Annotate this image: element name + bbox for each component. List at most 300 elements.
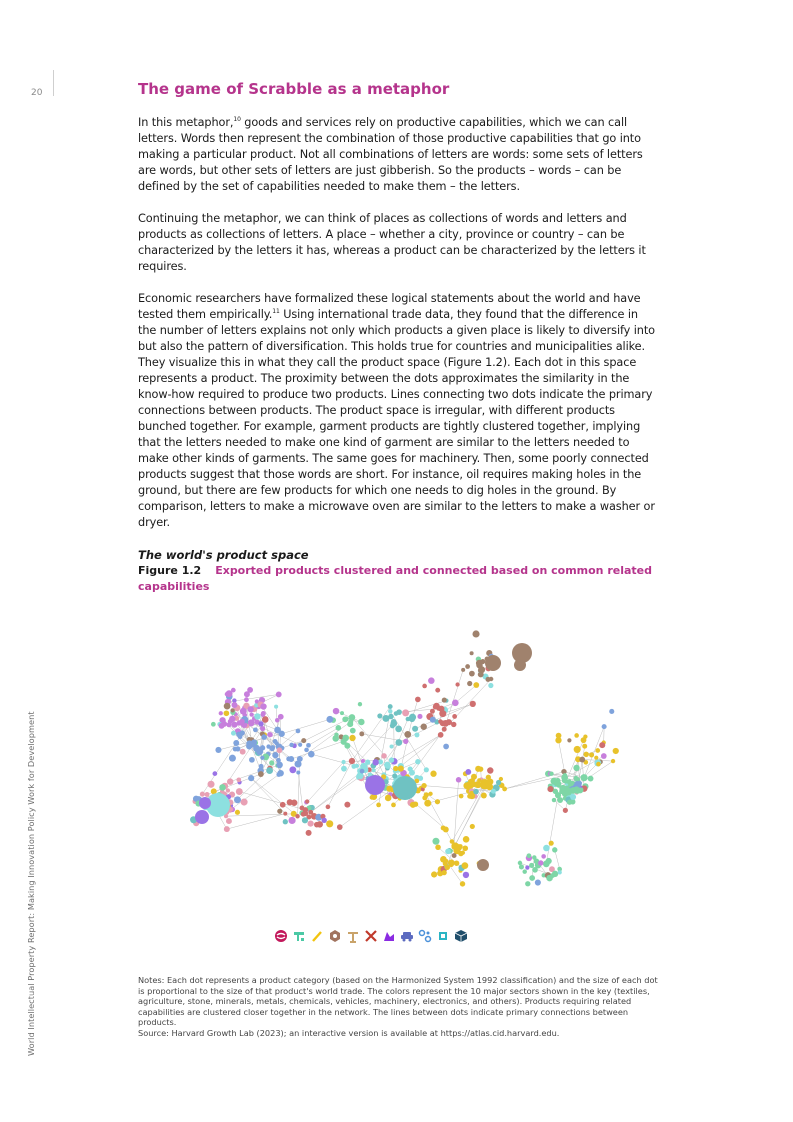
product-node (532, 855, 536, 859)
network-edge (452, 786, 484, 841)
product-node (567, 780, 572, 785)
product-node (231, 731, 236, 736)
product-node (249, 712, 253, 716)
product-node (340, 711, 344, 715)
product-node (235, 810, 240, 815)
product-node (415, 759, 420, 764)
product-node (306, 830, 312, 836)
box-icon (454, 928, 468, 947)
product-node (288, 817, 295, 824)
product-node (224, 703, 231, 710)
product-node (410, 802, 416, 808)
product-node (283, 819, 288, 824)
product-node (224, 826, 230, 832)
product-node (496, 780, 501, 785)
network-edge (344, 760, 378, 762)
figure-title: Exported products clustered and connected based on common related capabilities (138, 564, 653, 593)
product-node (438, 719, 443, 724)
product-node (261, 734, 267, 740)
product-node (212, 771, 217, 776)
product-node (254, 713, 260, 719)
product-node (244, 691, 250, 697)
product-node (241, 799, 248, 806)
product-node (525, 881, 530, 886)
product-node (295, 760, 302, 767)
product-node (392, 773, 397, 778)
product-node (443, 861, 448, 866)
product-node (421, 783, 426, 788)
network-edge (251, 778, 297, 816)
source-text: Source: Harvard Growth Lab (2023); an interactive version is available at https://atlas.cid.harvard.edu. (138, 1027, 560, 1038)
product-node (546, 858, 552, 864)
product-node (424, 767, 429, 772)
product-node (349, 758, 355, 764)
product-node (581, 737, 587, 743)
large-product-node (514, 659, 526, 671)
product-node (358, 719, 365, 726)
product-node (295, 814, 299, 818)
product-node (465, 769, 471, 775)
product-node (231, 702, 237, 708)
product-node (236, 788, 243, 795)
product-node (376, 803, 381, 808)
sector-key-others (436, 930, 450, 944)
product-node (469, 671, 475, 677)
sector-key-machinery (400, 930, 414, 944)
product-node (322, 818, 327, 823)
product-node (205, 792, 210, 797)
product-node (588, 776, 594, 782)
product-node (472, 630, 479, 637)
footnote-ref-10[interactable]: 10 (233, 116, 241, 124)
product-node (372, 759, 378, 765)
product-node (267, 732, 272, 737)
product-node (409, 770, 415, 776)
product-node (567, 738, 571, 742)
sector-key-chemicals (364, 930, 378, 944)
product-node (594, 756, 598, 760)
product-node (226, 788, 230, 792)
product-node (258, 721, 263, 726)
product-node (269, 746, 274, 751)
figure-caption (138, 563, 658, 595)
product-node (562, 773, 567, 778)
product-node (238, 734, 243, 739)
product-node (359, 731, 364, 736)
product-node (460, 881, 465, 886)
product-node (558, 870, 562, 874)
product-node (438, 732, 444, 738)
product-node (393, 766, 398, 771)
others-icon (436, 928, 450, 947)
network-edge (280, 717, 281, 765)
agriculture-icon (292, 928, 306, 947)
product-node (488, 683, 493, 688)
product-node (470, 824, 475, 829)
sector-key-minerals (328, 930, 342, 944)
product-node (439, 710, 446, 717)
product-node (589, 752, 594, 757)
product-node (360, 769, 365, 774)
textiles-icon (274, 928, 288, 947)
product-node (230, 708, 234, 712)
product-node (415, 697, 421, 703)
product-node (337, 824, 343, 830)
product-node (386, 786, 392, 792)
product-node (304, 748, 309, 753)
product-node (283, 812, 287, 816)
product-node (463, 872, 469, 878)
product-node (301, 811, 306, 816)
network-edge (546, 795, 558, 864)
running-title: World Intellectual Property Report: Making Innovation Policy Work for Development (26, 711, 36, 1056)
sector-key-other (454, 930, 468, 944)
sector-key-textiles (274, 930, 288, 944)
product-node (552, 871, 558, 877)
product-node (259, 764, 264, 769)
product-node (215, 747, 221, 753)
product-node (391, 803, 396, 808)
product-node (412, 726, 418, 732)
product-node (538, 860, 543, 865)
product-node (269, 760, 274, 765)
product-node (485, 677, 490, 682)
product-node (276, 762, 283, 769)
machinery-icon (400, 928, 414, 947)
product-node (557, 797, 563, 803)
product-node (326, 820, 333, 827)
minerals-icon (328, 928, 342, 947)
product-node (465, 664, 470, 669)
large-product-node (199, 797, 211, 809)
product-node (456, 777, 462, 783)
product-node (455, 682, 459, 686)
page-number: 20 (31, 88, 43, 98)
section-title: The game of Scrabble as a metaphor (138, 80, 450, 98)
product-node (555, 737, 561, 743)
product-node (246, 740, 253, 747)
sector-key-electronics (418, 930, 432, 944)
product-node (428, 792, 432, 796)
product-node (442, 870, 447, 875)
product-node (244, 697, 249, 702)
large-product-node (393, 776, 417, 800)
sector-legend (274, 930, 468, 948)
notes-text: Notes: Each dot represents a product category (based on the Harmonized System 1992 classification) and the size of each dot is proportional to the size of that product's world trade. The colors represent the 10 major sectors shown in the key (textiles, agriculture, stone, minerals, metals, chemicals, vehicles, machinery, electronics, and others). Products requiring related capabilities are clustered closer together in the network. The lines between dots indicate primary connections between products. (138, 975, 658, 1027)
product-node (249, 757, 255, 763)
product-node (361, 759, 365, 763)
product-node (467, 794, 472, 799)
product-node (454, 843, 459, 848)
product-node (231, 688, 236, 693)
chemicals-icon (364, 928, 378, 947)
product-node (219, 711, 223, 715)
product-node (208, 781, 215, 788)
product-node (298, 743, 302, 747)
product-node (573, 786, 580, 793)
product-node (406, 717, 411, 722)
stone-icon (310, 928, 324, 947)
product-node (211, 722, 216, 727)
product-node (471, 782, 477, 788)
paragraph-3 (138, 291, 658, 531)
product-node (422, 684, 427, 689)
product-node (580, 774, 587, 781)
product-node (435, 844, 441, 850)
product-node (462, 862, 469, 869)
product-node (350, 728, 356, 734)
product-node (487, 767, 493, 773)
paragraph-1 (138, 115, 658, 195)
product-node (519, 864, 524, 869)
product-node (398, 766, 404, 772)
product-node (609, 709, 614, 714)
paragraph-2: Continuing the metaphor, we can think of places as collections of words and letters and products as collections of letters. A place – whether a city, province or country – can be characterized by the letters it has, whereas a product can be characterized by the letters it requires. (138, 212, 646, 273)
product-node (219, 784, 226, 791)
product-node (240, 749, 246, 755)
product-node (502, 786, 507, 791)
product-node (278, 714, 284, 720)
product-node (403, 739, 408, 744)
sector-key-stone (310, 930, 324, 944)
product-node (582, 744, 587, 749)
product-node (442, 727, 447, 732)
product-node (289, 766, 296, 773)
product-node (475, 766, 481, 772)
product-node (462, 845, 468, 851)
product-node (541, 854, 546, 859)
product-node (424, 800, 431, 807)
network-edge (555, 850, 560, 869)
product-node (301, 738, 306, 743)
large-product-node (365, 775, 385, 795)
metals-icon (346, 928, 360, 947)
product-node (308, 810, 313, 815)
product-node (336, 725, 342, 731)
network-edge (311, 777, 359, 812)
product-node (260, 756, 264, 760)
large-product-node (485, 655, 501, 671)
product-node (260, 703, 266, 709)
figure-number: Figure 1.2 (138, 564, 202, 577)
product-node (441, 825, 446, 830)
product-node (239, 719, 244, 724)
paragraph-1-rest: goods and services rely on productive capabilities, which we can call letters. Words then represent the combination of those productive capabilities that go into making a particular product. Not all combinations of letters are words: some sets of letters are words, but other sets of letters are just gibberish. So the products – words – can be defined by the set of capabilities needed to make them – the letters. (138, 116, 643, 193)
product-node (471, 774, 477, 780)
product-node (417, 714, 422, 719)
product-node (602, 724, 607, 729)
product-node (394, 711, 399, 716)
product-node (219, 723, 225, 729)
product-node (595, 748, 600, 753)
product-node (611, 759, 615, 763)
product-node (452, 714, 457, 719)
product-node (341, 766, 347, 772)
product-node (326, 805, 331, 810)
product-node (573, 765, 579, 771)
product-node (422, 795, 427, 800)
large-product-node (195, 810, 209, 824)
product-node (579, 757, 585, 763)
product-node (599, 742, 605, 748)
product-node (253, 745, 260, 752)
product-node (442, 698, 447, 703)
product-node (470, 651, 474, 655)
product-node (277, 770, 283, 776)
figure-heading: The world's product space (138, 548, 309, 562)
product-node (529, 863, 534, 868)
product-node (473, 789, 479, 795)
product-node (522, 869, 526, 873)
product-node (341, 739, 347, 745)
footnote-ref-11[interactable]: 11 (272, 308, 280, 316)
product-node (525, 865, 529, 869)
product-node (470, 701, 476, 707)
product-node (563, 808, 568, 813)
product-node (342, 716, 348, 722)
product-node (414, 732, 419, 737)
product-node (451, 722, 456, 727)
large-product-node (477, 859, 489, 871)
product-node (467, 681, 472, 686)
product-node (443, 744, 449, 750)
product-node (296, 771, 300, 775)
product-node (454, 860, 459, 865)
product-node (302, 817, 308, 823)
product-node (402, 709, 409, 716)
product-node (233, 740, 239, 746)
product-node (458, 851, 463, 856)
network-edge (328, 761, 352, 807)
product-node (430, 709, 435, 714)
product-node (334, 733, 339, 738)
product-node (229, 755, 236, 762)
product-node (461, 668, 465, 672)
product-node (234, 796, 241, 803)
vehicles-icon (382, 928, 396, 947)
product-node (286, 756, 291, 761)
product-node (272, 752, 278, 758)
product-node (431, 871, 437, 877)
sector-key-vehicles (382, 930, 396, 944)
main-content (138, 80, 658, 595)
product-node (535, 880, 541, 886)
product-node (240, 708, 247, 715)
product-node (227, 778, 233, 784)
product-node (273, 739, 278, 744)
product-node (306, 743, 311, 748)
product-node (372, 768, 376, 772)
product-node (296, 729, 301, 734)
product-node (552, 798, 556, 802)
product-node (388, 704, 393, 709)
product-node (305, 799, 309, 803)
product-node (463, 836, 470, 843)
product-node (341, 760, 345, 764)
paragraph-3-start: Economic researchers have formalized these logical statements about the world and have tested them empirically. (138, 292, 641, 321)
product-node (248, 775, 254, 781)
product-node (463, 782, 470, 789)
product-node (481, 792, 487, 798)
product-node (549, 771, 553, 775)
product-node (326, 716, 333, 723)
network-edge (311, 771, 362, 812)
product-node (487, 778, 494, 785)
product-node (529, 875, 535, 881)
product-node (596, 762, 601, 767)
product-node (564, 787, 571, 794)
product-node (478, 667, 485, 674)
product-node (554, 781, 560, 787)
product-node (459, 794, 464, 799)
product-node (389, 757, 394, 762)
product-node (276, 691, 282, 697)
product-node (421, 724, 427, 730)
product-node (274, 727, 281, 734)
product-node (235, 746, 240, 751)
product-node (445, 849, 451, 855)
product-node (547, 786, 553, 792)
product-node (388, 709, 392, 713)
product-node (200, 792, 205, 797)
electronics-icon (418, 928, 432, 947)
product-node (390, 745, 394, 749)
product-node (583, 752, 588, 757)
paragraph-1-start: In this metaphor, (138, 116, 234, 129)
product-node (344, 802, 350, 808)
product-node (308, 751, 315, 758)
product-node (395, 739, 402, 746)
product-node (435, 688, 440, 693)
product-node (277, 809, 282, 814)
product-node (574, 733, 579, 738)
product-node (349, 714, 356, 721)
product-node (391, 719, 397, 725)
product-node (266, 767, 273, 774)
product-node (229, 716, 235, 722)
product-node (349, 735, 355, 741)
sector-key-agriculture (292, 930, 306, 944)
product-node (549, 841, 554, 846)
sector-key-metals (346, 930, 360, 944)
product-node (404, 731, 411, 738)
product-node (430, 771, 436, 777)
product-node (382, 715, 389, 722)
product-node (277, 747, 283, 753)
product-node (476, 660, 483, 667)
product-node (428, 677, 435, 684)
product-node (308, 820, 314, 826)
product-node (333, 708, 340, 715)
product-node (253, 727, 258, 732)
product-node (377, 713, 382, 718)
product-node (236, 778, 241, 783)
product-node (280, 802, 286, 808)
product-node (370, 795, 374, 799)
product-node (527, 853, 532, 858)
product-node (473, 682, 479, 688)
product-node (247, 706, 253, 712)
product-node (552, 847, 557, 852)
product-space-network (150, 605, 650, 927)
paragraph-3-rest: Using international trade data, they found that the difference in the number of letters explains not only which products a given place is likely to diversify into but also the pattern of diversification. This holds true for countries and municipalities alike. They visualize this in what they call the product space (Figure 1.2). Each dot in this space represents a product. The proximity between the dots approximates the similarity in the know-how required to produce two products. Lines connecting two dots indicate the primary connections between products. The product space is irregular, with different products bunched together. For example, garment products are tightly clustered together, implying that the letters needed to make one kind of garment are similar to the letters needed to make other kinds of garments. The same goes for machinery. Then, some poorly connected products suggest that those words are short. For instance, oil requires making holes in the ground, but there are few products for which one needs to dig holes in the ground. By comparison, letters to make a microwave oven are similar to the letters to make a washer or dryer. (138, 308, 655, 529)
product-node (518, 861, 522, 865)
product-node (601, 753, 607, 759)
product-node (291, 800, 297, 806)
margin-divider (53, 70, 54, 96)
product-node (226, 818, 232, 824)
product-node (224, 710, 230, 716)
